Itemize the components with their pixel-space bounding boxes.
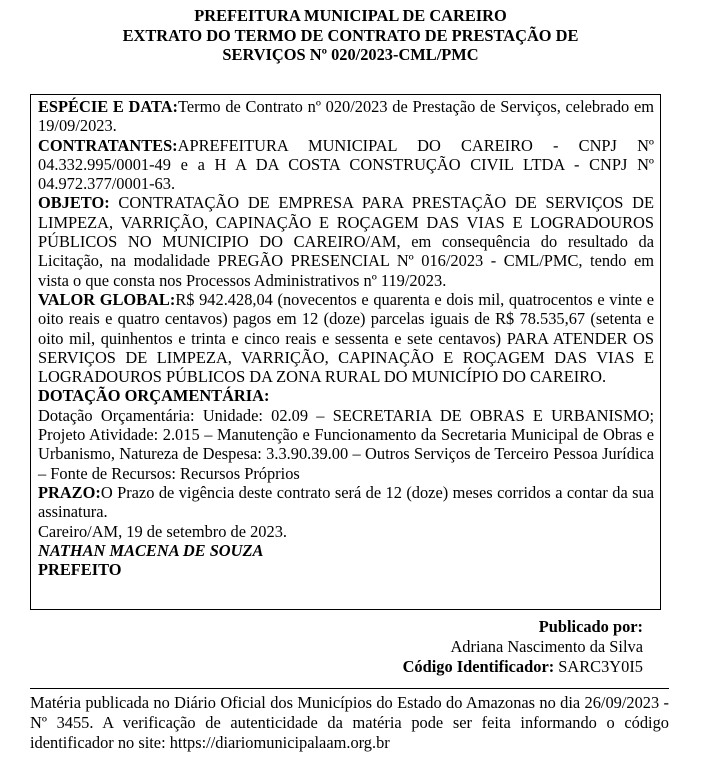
prazo-text: O Prazo de vigência deste contrato será de 12 (doze) meses corridos a contar da sua assinatura. <box>38 482 654 522</box>
signer-name: NATHAN MACENA DE SOUZA <box>38 540 264 560</box>
especie-text: Termo de Contrato nº 020/2023 de Prestação de Serviços, celebrado em 19/09/2023. <box>38 97 654 136</box>
objeto-text: CONTRATAÇÃO DE EMPRESA PARA PRESTAÇÃO DE SERVIÇOS DE LIMPEZA, VARRIÇÃO, CAPINAÇÃO E ROÇAGEM DAS VIAS E LOGRADOUROS PÚBLICOS NO MUNICIPIO DO CAREIRO/AM, em consequência do resultado da Licitação, na modalidade PREGÃO PRESENCIAL Nº 016/2023 - CML/PMC, tendo em vista o que consta nos Processos Administrativos nº 119/2023. <box>38 193 654 290</box>
identifier-line <box>403 657 643 677</box>
identifier-code: SARC3Y0I5 <box>558 656 643 676</box>
header-line-1: PREFEITURA MUNICIPAL DE CAREIRO <box>194 6 507 25</box>
prazo-paragraph <box>38 483 654 522</box>
contratantes-paragraph <box>38 136 654 194</box>
objeto-label: OBJETO: <box>38 193 110 213</box>
header-line-2: EXTRATO DO TERMO DE CONTRATO DE PRESTAÇÃO DE <box>122 25 579 45</box>
dotacao-label: DOTAÇÃO ORÇAMENTÁRIA: <box>38 386 270 406</box>
valor-label: VALOR GLOBAL: <box>38 289 176 309</box>
valor-paragraph <box>38 290 654 386</box>
especie-paragraph <box>38 97 654 136</box>
identifier-label: Código Identificador: <box>402 656 555 676</box>
publication-info <box>403 617 643 676</box>
prazo-label: PRAZO: <box>38 482 101 502</box>
dotacao-text: Dotação Orçamentária: Unidade: 02.09 – SECRETARIA DE OBRAS E URBANISMO; Projeto Atividade: 2.015 – Manutenção e Funcionamento da Secretaria Municipal de Obras e Urbanismo, Natureza de Despesa: 3.3.90.39.00 – Outros Serviços de Terceiro Pessoa Jurídica – Fonte de Recursos: Recursos Próprios <box>38 405 654 483</box>
local-data: Careiro/AM, 19 de setembro de 2023. <box>38 521 287 541</box>
contratantes-text: APREFEITURA MUNICIPAL DO CAREIRO - CNPJ Nº 04.332.995/0001-49 e a H A DA COSTA CONSTRUÇÃO CIVIL LTDA - CNPJ Nº 04.972.377/0001-63. <box>38 135 654 194</box>
document-header <box>0 6 701 65</box>
objeto-paragraph <box>38 193 654 289</box>
contract-extract-box <box>30 94 661 610</box>
contratantes-label: CONTRATANTES: <box>38 135 178 155</box>
signer-role: PREFEITO <box>38 560 122 580</box>
especie-label: ESPÉCIE E DATA: <box>38 97 179 116</box>
publication-footer: Matéria publicada no Diário Oficial dos Municípios do Estado do Amazonas no dia 26/09/2023 - Nº 3455. A verificação de autenticidade da matéria pode ser feita informando o código identificador no site: https://diariomunicipalaam.org.br <box>30 688 669 752</box>
header-line-3: SERVIÇOS Nº 020/2023-CML/PMC <box>222 45 479 64</box>
published-by-label: Publicado por: <box>538 617 643 636</box>
valor-text: R$ 942.428,04 (novecentos e quarenta e dois mil, quatrocentos e vinte e oito reais e quatro centavos) pagos em 12 (doze) parcelas iguais de R$ 78.535,67 (setenta e oito mil, quinhentos e trinta e cinco reais e sessenta e sete centavos) PARA ATENDER OS SERVIÇOS DE LIMPEZA, VARRIÇÃO, CAPINAÇÃO E ROÇAGEM DAS VIAS E LOGRADOUROS PÚBLICOS DA ZONA RURAL DO MUNICÍPIO DO CAREIRO. <box>38 289 654 387</box>
publisher-name: Adriana Nascimento da Silva <box>450 636 643 656</box>
